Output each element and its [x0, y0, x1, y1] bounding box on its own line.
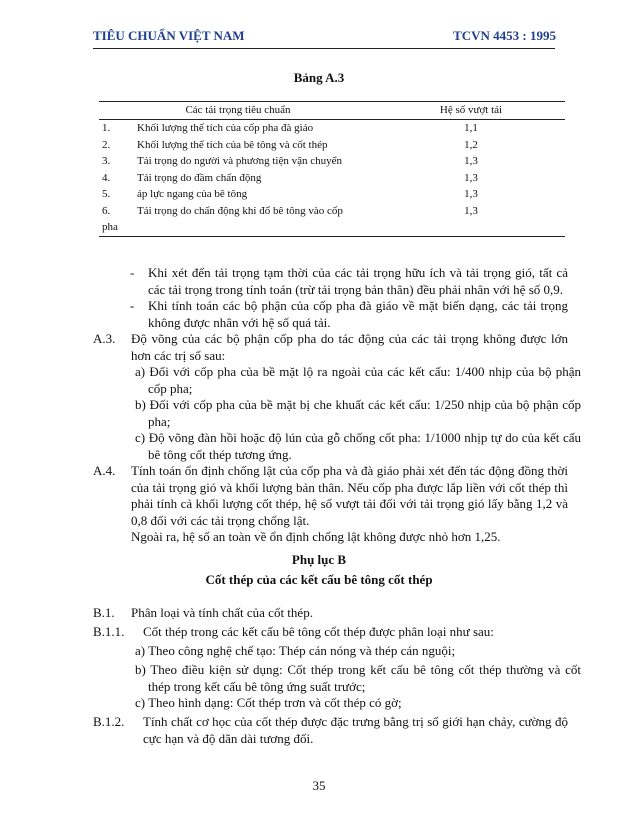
paragraph-b11-item-b: b) Theo điều kiện sử dụng: Cốt thép trong kết cấu bê tông cốt thép thường và cốt thép trong kết cấu bê tông ứng suất trước;: [135, 662, 581, 694]
row-factor: [377, 219, 565, 236]
section-number-a3: A.3.: [93, 331, 116, 346]
row-factor: 1,3: [464, 204, 478, 217]
column-header-load: Các tải trọng tiêu chuẩn: [99, 102, 377, 120]
table-row: [99, 186, 565, 203]
bullet-dash: -: [130, 265, 135, 280]
paragraph-bullet-2: Khi tính toán các bộ phận của cốp pha đà giáo về mặt biến dạng, các tải trọng không được nhân với hệ số quá tải.: [148, 298, 568, 330]
paragraph-bullet-1: Khi xét đến tải trọng tạm thời của các tải trọng hữu ích và tải trọng gió, tất cả các tải trọng trong tính toán (trừ tải trọng bản thân) đều phải nhân với hệ số 0,9.: [148, 265, 568, 297]
table-caption: Bảng A.3: [293, 70, 345, 85]
row-number: 3.: [102, 155, 111, 167]
paragraph-b11-item-c: c) Theo hình dạng: Cốt thép trơn và cốt thép có gờ;: [135, 695, 402, 710]
paragraph-b1: Phân loại và tính chất của cốt thép.: [131, 605, 313, 620]
table-row: [99, 120, 565, 137]
row-factor: 1,3: [464, 155, 478, 167]
paragraph-a4-note: Ngoài ra, hệ số an toàn về ổn định chống lật không được nhỏ hơn 1,25.: [131, 529, 501, 544]
section-number-b1: B.1.: [93, 605, 115, 620]
column-header-factor: Hệ số vượt tải: [377, 102, 565, 120]
paragraph-b11-item-a: a) Theo công nghệ chế tạo: Thép cán nóng và thép cán nguội;: [135, 643, 456, 658]
row-load: Tải trọng do đầm chấn động: [137, 171, 262, 184]
table-row: [99, 170, 565, 187]
paragraph-a3-item-c: c) Độ võng đàn hồi hoặc độ lún của gỗ chống cốt pha: 1/1000 nhịp tự do của kết cấu bê tông cốt thép tương ứng.: [135, 430, 581, 462]
row-number: 5.: [102, 188, 111, 200]
table-row: [99, 203, 565, 220]
section-number-b11: B.1.1.: [93, 624, 125, 639]
page-number: 35: [312, 778, 326, 793]
appendix-title: Phụ lục B: [291, 552, 347, 567]
table-header-row: [99, 102, 565, 120]
header-title: TIÊU CHUẨN VIỆT NAM: [93, 28, 245, 43]
paragraph-a3-item-a: a) Đối với cốp pha của bề mặt lộ ra ngoài của các kết cấu: 1/400 nhịp của bộ phận cốp pha;: [135, 364, 581, 396]
row-load: áp lực ngang của bê tông: [137, 188, 248, 200]
header-standard-code: TCVN 4453 : 1995: [453, 28, 556, 43]
section-number-b12: B.1.2.: [93, 714, 125, 729]
row-number: 1.: [102, 122, 111, 134]
row-number: 6.: [102, 204, 111, 217]
paragraph-b11: Cốt thép trong các kết cấu bê tông cốt thép được phân loại như sau:: [143, 624, 494, 639]
header-rule: [93, 48, 555, 49]
row-load: Khối lượng thể tích của cốp pha đà giáo: [137, 122, 314, 134]
paragraph-a3: Độ võng của các bộ phận cốp pha do tác động của các tải trọng không được lớn hơn các trị số sau:: [131, 331, 568, 363]
table-row: [99, 153, 565, 170]
row-factor: 1,3: [464, 188, 478, 200]
row-factor: 1,3: [464, 171, 478, 184]
paragraph-a3-item-b: b) Đối với cốp pha của bề mặt bị che khuất các kết cấu: 1/250 nhịp của bộ phận cốp pha;: [135, 397, 581, 429]
row-number: 2.: [102, 138, 111, 151]
table-row: [99, 137, 565, 154]
load-factor-table: [99, 101, 565, 237]
paragraph-a4: Tính toán ổn định chống lật của cốp pha và đà giáo phải xét đến tác động đồng thời của tải trọng gió và khối lượng bản thân. Nếu cốp pha được lắp liền với cốt thép thì phải tính cả khối lượng cốt thép, hệ số vượt tải đối với tải trọng gió lấy bằng 1,2 và 0,8 đối với các tải trọng chống lật.: [131, 463, 568, 528]
bullet-dash: -: [130, 298, 135, 313]
row-load: Tải trọng do người và phương tiện vận chuyển: [137, 155, 343, 167]
row-number: 4.: [102, 171, 111, 184]
paragraph-b12: Tính chất cơ học của cốt thép được đặc trưng bằng trị số giới hạn chảy, cường độ cực hạn và độ dãn dài tương đối.: [143, 714, 568, 746]
row-number: pha: [99, 219, 137, 236]
row-factor: 1,1: [464, 122, 478, 134]
row-load: [137, 219, 377, 236]
section-number-a4: A.4.: [93, 463, 116, 478]
appendix-subtitle: Cốt thép của các kết cấu bê tông cốt thép: [205, 572, 433, 587]
row-load: Tải trọng do chấn động khi đổ bê tông vào cốp: [137, 204, 343, 217]
row-load: Khối lượng thể tích của bê tông và cốt thép: [137, 138, 328, 151]
table-row: [99, 219, 565, 236]
row-factor: 1,2: [464, 138, 478, 151]
